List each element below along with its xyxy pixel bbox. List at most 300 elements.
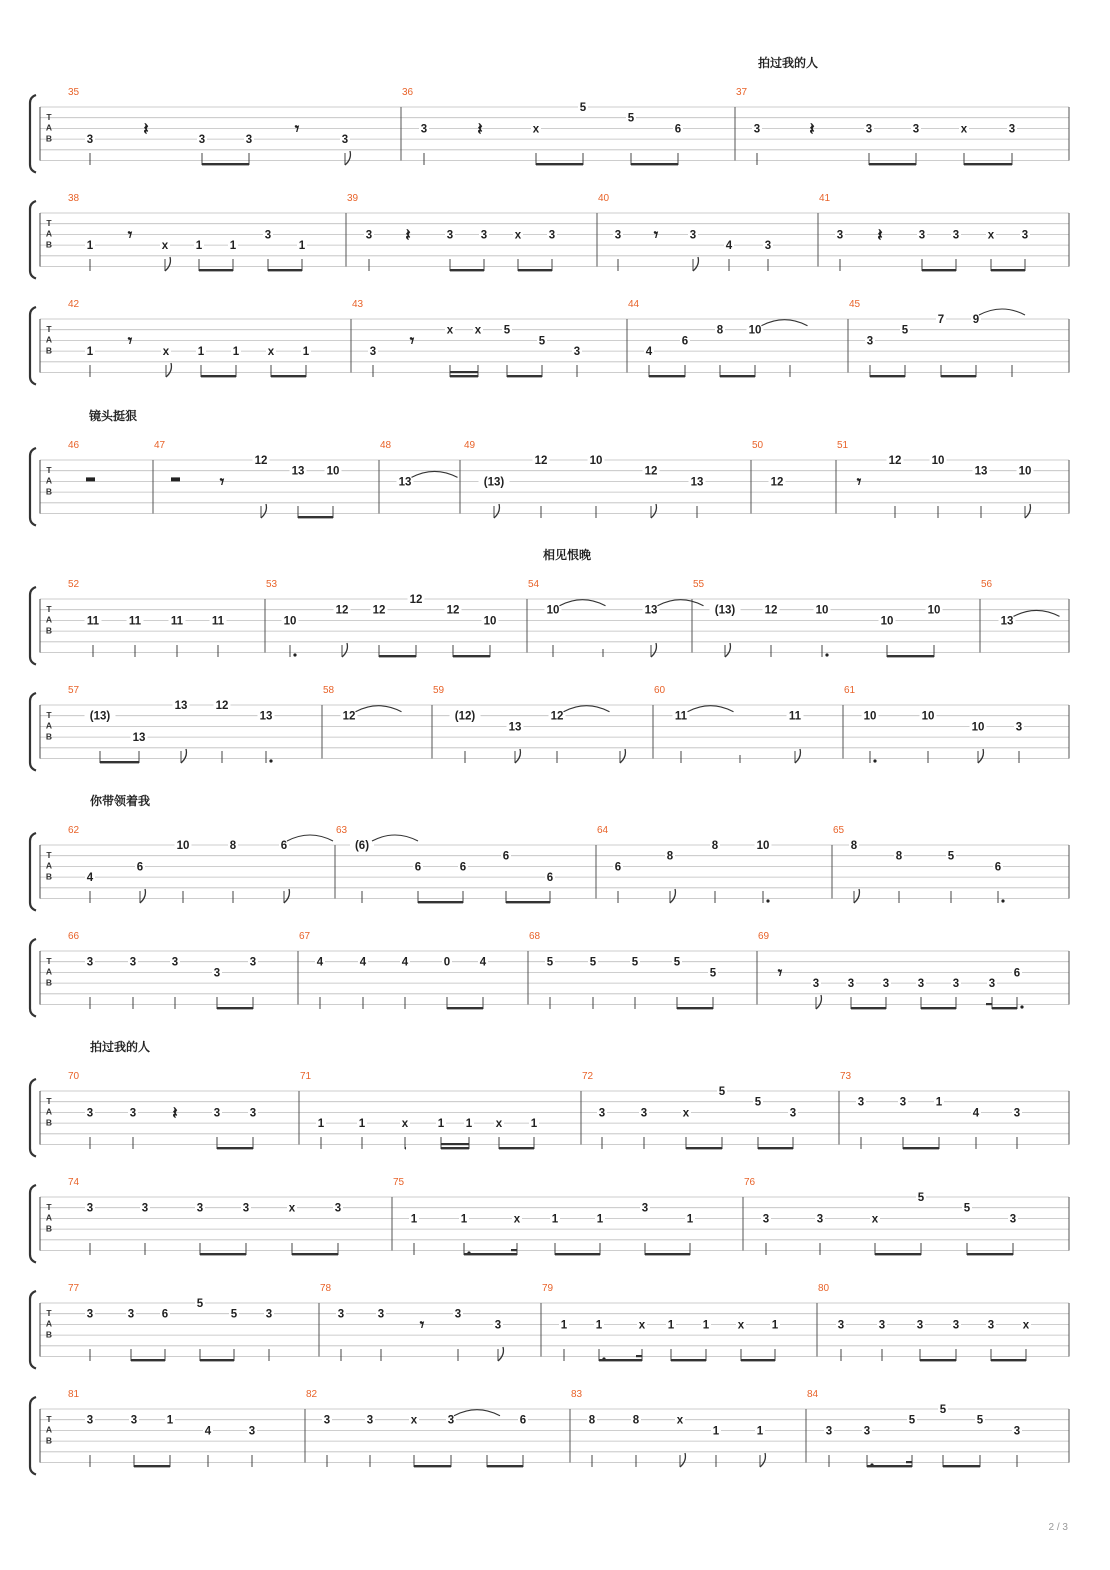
fret-number: 8 — [850, 840, 858, 852]
fret-number: 3 — [812, 978, 820, 991]
note-beam — [134, 1465, 170, 1467]
measure — [323, 685, 402, 723]
tab-clef-letter: B — [45, 977, 53, 988]
eighth-rest: 𝄾 — [219, 472, 225, 493]
fret-number: 13 — [398, 476, 412, 489]
system-brace — [30, 201, 36, 279]
note-flag — [494, 504, 499, 518]
fret-number: 3 — [899, 1096, 907, 1109]
measure — [306, 1389, 528, 1467]
tab-system — [30, 1177, 1069, 1263]
fret-number: 12 — [409, 594, 423, 606]
fret-number: 5 — [538, 335, 546, 348]
fret-number: 6 — [502, 850, 510, 863]
tie-arc — [688, 706, 734, 712]
fret-number: 3 — [1021, 229, 1029, 242]
fret-number: x — [267, 346, 275, 359]
note-flag — [760, 1453, 765, 1467]
section-label: 镜头挺狠 — [88, 409, 138, 423]
eighth-rest: 𝄾 — [127, 225, 133, 246]
fret-number: 6 — [414, 861, 422, 874]
fret-number: 1 — [935, 1096, 943, 1109]
measure-number: 44 — [628, 299, 640, 310]
tab-clef-letter: T — [46, 465, 52, 475]
measure — [68, 1177, 343, 1255]
note-beam — [464, 1253, 517, 1255]
tab-clef-letter: T — [46, 1096, 52, 1106]
fret-number: 3 — [1008, 123, 1016, 136]
note-flag — [342, 643, 347, 657]
fret-number: 1 — [530, 1118, 538, 1131]
fret-number: 3 — [366, 1414, 374, 1427]
fret-number: 6 — [614, 861, 622, 874]
fret-number: x — [410, 1414, 418, 1427]
system-brace — [30, 693, 36, 771]
fret-number: 3 — [129, 1107, 137, 1120]
note-flag — [680, 1453, 685, 1467]
measure-number: 35 — [68, 87, 80, 98]
measure-number: 83 — [571, 1389, 583, 1400]
fret-number: 3 — [446, 229, 454, 242]
fret-number: 3 — [369, 346, 377, 359]
measure-number: 64 — [597, 825, 609, 836]
tie-arc — [658, 600, 704, 606]
fret-number: 3 — [129, 956, 137, 969]
note-beam — [271, 375, 306, 377]
fret-number: 1 — [86, 240, 94, 253]
measure-number: 60 — [654, 685, 666, 696]
tie-arc — [1014, 610, 1060, 616]
tie-arc — [560, 600, 606, 606]
fret-number: 5 — [579, 102, 587, 114]
fret-number: x — [532, 123, 540, 136]
rhythm-dot — [1020, 1005, 1023, 1008]
fret-number: 3 — [548, 229, 556, 242]
fret-number: 3 — [242, 1202, 250, 1215]
fret-number: 3 — [918, 229, 926, 242]
half-rest — [86, 477, 95, 481]
fret-number: 3 — [866, 335, 874, 348]
note-beam — [199, 269, 233, 271]
note-beam — [599, 1359, 642, 1361]
fret-number: 3 — [917, 978, 925, 991]
fret-number: 13 — [508, 721, 522, 734]
note-beam — [379, 655, 416, 657]
fret-number: 8 — [588, 1414, 596, 1427]
tab-clef-letter: B — [45, 239, 53, 250]
measure-number: 78 — [320, 1283, 332, 1294]
tab-clef-letter: A — [45, 1318, 53, 1329]
fret-number: x — [401, 1118, 409, 1131]
fret-number: 3 — [420, 123, 428, 136]
fret-number: 11 — [788, 710, 802, 723]
measure — [693, 579, 943, 657]
system-brace — [30, 95, 36, 173]
fret-number: 1 — [166, 1414, 174, 1427]
fret-number: 13 — [259, 710, 273, 723]
measure-number: 42 — [68, 299, 80, 310]
note-beam — [875, 1253, 921, 1255]
fret-number: 3 — [249, 1107, 257, 1120]
fret-number: x — [514, 229, 522, 242]
tab-clef-letter: T — [46, 324, 52, 334]
measure — [393, 1177, 695, 1255]
quarter-rest: 𝄽 — [405, 225, 411, 246]
tab-clef-letter: A — [45, 334, 53, 345]
note-beam — [941, 375, 976, 377]
note-beam — [499, 1147, 534, 1149]
fret-number: 7 — [937, 314, 945, 326]
fret-number: 6 — [994, 861, 1002, 874]
tab-system — [30, 55, 1069, 173]
fret-number: 9 — [972, 314, 980, 326]
tab-clef-letter: A — [45, 1424, 53, 1435]
tab-system — [30, 193, 1069, 279]
fret-number: 3 — [480, 229, 488, 242]
tie-arc — [979, 309, 1025, 315]
tab-clef-letter: A — [45, 860, 53, 871]
measure-number: 82 — [306, 1389, 318, 1400]
tab-system — [30, 1039, 1069, 1157]
note-beam — [867, 1465, 912, 1467]
fret-number: 5 — [947, 850, 955, 863]
measure-number: 53 — [266, 579, 278, 590]
measure — [833, 825, 1005, 903]
note-flag — [345, 151, 350, 165]
fret-number: 10 — [283, 615, 297, 628]
fret-number: 5 — [917, 1192, 925, 1204]
fret-number: 5 — [709, 967, 717, 980]
note-beam — [441, 1147, 469, 1149]
measure — [68, 1389, 257, 1467]
note-flag — [670, 889, 675, 903]
system-brace — [30, 1185, 36, 1263]
fret-number: 3 — [86, 956, 94, 969]
tab-clef-letter: T — [46, 218, 52, 228]
note-beam — [967, 1253, 1013, 1255]
measure-number: 47 — [154, 440, 166, 451]
note-flag — [261, 504, 266, 518]
measure — [347, 193, 557, 271]
fret-number: 0 — [443, 956, 451, 969]
note-flag — [693, 257, 698, 271]
fret-number: 3 — [641, 1202, 649, 1215]
fret-number: 12 — [770, 476, 784, 489]
fret-number: x — [513, 1213, 521, 1226]
measure-number: 68 — [529, 931, 541, 942]
note-beam — [405, 1147, 406, 1149]
note-beam — [964, 163, 1012, 165]
fret-number: 8 — [229, 840, 237, 852]
fret-number: 3 — [863, 1425, 871, 1438]
measure-number: 49 — [464, 440, 476, 451]
measure — [818, 1283, 1031, 1361]
beam-stub — [986, 1003, 992, 1005]
note-beam — [200, 1253, 246, 1255]
fret-number: 10 — [546, 604, 560, 617]
tab-system — [30, 299, 1069, 385]
measure — [528, 579, 704, 657]
quarter-rest: 𝄽 — [877, 225, 883, 246]
measure — [300, 1071, 539, 1149]
measure — [529, 931, 718, 1009]
fret-number: 3 — [952, 978, 960, 991]
measure — [849, 299, 1025, 377]
fret-number: (6) — [354, 840, 370, 852]
fret-number: 1 — [229, 240, 237, 253]
system-brace — [30, 833, 36, 911]
note-beam — [645, 1253, 690, 1255]
note-beam — [631, 163, 678, 165]
fret-number: 1 — [197, 346, 205, 359]
measure-number: 69 — [758, 931, 770, 942]
fret-number: x — [638, 1319, 646, 1332]
fret-number: x — [162, 346, 170, 359]
fret-number: 13 — [1000, 615, 1014, 628]
fret-number: 3 — [916, 1319, 924, 1332]
fret-number: 5 — [546, 956, 554, 969]
eighth-rest: 𝄾 — [127, 331, 133, 352]
fret-number: 4 — [725, 240, 733, 253]
note-beam — [201, 375, 236, 377]
measure — [464, 440, 706, 518]
fret-number: 8 — [711, 840, 719, 852]
tab-clef-letter: B — [45, 1117, 53, 1128]
note-flag — [978, 749, 983, 763]
fret-number: 3 — [130, 1414, 138, 1427]
fret-number: 10 — [927, 604, 941, 617]
fret-number: 3 — [640, 1107, 648, 1120]
quarter-rest: 𝄽 — [143, 119, 149, 140]
fret-number: 4 — [972, 1107, 980, 1120]
measure-number: 62 — [68, 825, 80, 836]
fret-number: 13 — [644, 604, 658, 617]
tab-system — [30, 685, 1069, 771]
measure — [68, 87, 350, 165]
measure — [68, 579, 227, 657]
measure — [837, 440, 1034, 518]
tie-arc — [412, 471, 458, 477]
measure-number: 67 — [299, 931, 311, 942]
fret-number: 10 — [483, 615, 497, 628]
fret-number: x — [288, 1202, 296, 1215]
fret-number: 3 — [86, 1414, 94, 1427]
fret-number: 5 — [718, 1086, 726, 1098]
fret-number: 5 — [908, 1414, 916, 1427]
tie-arc — [762, 320, 808, 326]
eighth-rest: 𝄾 — [409, 331, 415, 352]
fret-number: 1 — [298, 240, 306, 253]
measure-number: 76 — [744, 1177, 756, 1188]
measure — [68, 1283, 274, 1361]
quarter-rest: 𝄽 — [809, 119, 815, 140]
fret-number: 3 — [447, 1414, 455, 1427]
fret-number: 4 — [645, 346, 653, 359]
measure-number: 52 — [68, 579, 80, 590]
fret-number: 1 — [195, 240, 203, 253]
tie-arc — [356, 706, 402, 712]
fret-number: x — [474, 324, 482, 337]
measure-number: 46 — [68, 440, 80, 451]
tab-clef-letter: A — [45, 228, 53, 239]
measure — [597, 825, 772, 903]
note-beam — [518, 269, 552, 271]
note-beam — [506, 901, 550, 903]
fret-number: 1 — [756, 1425, 764, 1438]
note-beam — [536, 163, 583, 165]
fret-number: 3 — [1013, 1107, 1021, 1120]
measure-number: 63 — [336, 825, 348, 836]
rhythm-dot — [873, 759, 876, 762]
fret-number: 1 — [771, 1319, 779, 1332]
measure-number: 72 — [582, 1071, 594, 1082]
measure — [736, 87, 1017, 165]
fret-number: 3 — [86, 1107, 94, 1120]
fret-number: 1 — [302, 346, 310, 359]
fret-number: 11 — [170, 615, 184, 628]
measure — [68, 299, 311, 377]
tie-arc — [564, 706, 610, 712]
measure-number: 48 — [380, 440, 392, 451]
fret-number: 3 — [248, 1425, 256, 1438]
note-beam — [100, 761, 139, 763]
fret-number: 12 — [644, 465, 658, 478]
system-brace — [30, 448, 36, 526]
fret-number: 3 — [1015, 721, 1023, 734]
tie-arc — [287, 835, 333, 841]
fret-number: (13) — [714, 604, 736, 617]
note-beam — [217, 1007, 253, 1009]
note-beam — [671, 1359, 706, 1361]
fret-number: 3 — [789, 1107, 797, 1120]
note-beam — [450, 375, 478, 377]
measure-number: 84 — [807, 1389, 819, 1400]
measure-number: 58 — [323, 685, 335, 696]
tie-arc — [454, 1410, 500, 1416]
fret-number: 3 — [198, 134, 206, 147]
fret-number: 10 — [971, 721, 985, 734]
tab-clef-letter: A — [45, 1212, 53, 1223]
note-flag — [620, 749, 625, 763]
fret-number: 3 — [1013, 1425, 1021, 1438]
fret-number: 10 — [748, 324, 762, 337]
fret-number: 13 — [132, 732, 146, 745]
section-label: 相见恨晚 — [542, 548, 592, 562]
fret-number: 10 — [931, 455, 945, 467]
fret-number: 3 — [614, 229, 622, 242]
fret-number: 1 — [86, 346, 94, 359]
tab-clef-letter: T — [46, 1414, 52, 1424]
system-brace — [30, 307, 36, 385]
fret-number: 10 — [863, 710, 877, 723]
measure — [68, 685, 275, 763]
fret-number: 1 — [667, 1319, 675, 1332]
fret-number: 12 — [764, 604, 778, 617]
fret-number: 11 — [674, 710, 688, 723]
note-flag — [1025, 504, 1030, 518]
fret-number: 12 — [254, 455, 268, 467]
measure-number: 81 — [68, 1389, 80, 1400]
fret-number: 3 — [857, 1096, 865, 1109]
tab-system — [30, 1389, 1069, 1475]
fret-number: 1 — [551, 1213, 559, 1226]
tab-clef-letter: B — [45, 1329, 53, 1340]
rhythm-dot — [1001, 899, 1004, 902]
tab-clef-letter: A — [45, 122, 53, 133]
note-beam — [555, 1253, 600, 1255]
measure-number: 65 — [833, 825, 845, 836]
eighth-rest: 𝄾 — [419, 1315, 425, 1336]
fret-number: 3 — [213, 967, 221, 980]
fret-number: 3 — [912, 123, 920, 136]
fret-number: 3 — [988, 978, 996, 991]
rhythm-dot — [766, 899, 769, 902]
fret-number: 5 — [589, 956, 597, 969]
fret-number: 12 — [446, 604, 460, 617]
fret-number: 6 — [280, 840, 288, 852]
fret-number: x — [495, 1118, 503, 1131]
measure-number: 66 — [68, 931, 80, 942]
measure — [628, 299, 808, 377]
note-flag — [515, 749, 520, 763]
measure-number: 71 — [300, 1071, 312, 1082]
measure-number: 70 — [68, 1071, 80, 1082]
fret-number: 3 — [127, 1308, 135, 1321]
fret-number: 13 — [291, 465, 305, 478]
fret-number: 3 — [264, 229, 272, 242]
fret-number: 1 — [465, 1118, 473, 1131]
rhythm-dot — [269, 759, 272, 762]
fret-number: 4 — [316, 956, 324, 969]
measure — [68, 1071, 258, 1149]
fret-number: 1 — [702, 1319, 710, 1332]
fret-number: 3 — [171, 956, 179, 969]
rhythm-dot — [825, 653, 828, 656]
fret-number: (12) — [454, 710, 476, 723]
tab-system — [30, 931, 1069, 1017]
fret-number: 10 — [1018, 465, 1032, 478]
measure — [807, 1389, 1022, 1467]
page-indicator: 2 / 3 — [1048, 1522, 1068, 1533]
tab-clef-letter: T — [46, 112, 52, 122]
fret-number: 3 — [265, 1308, 273, 1321]
fret-number: 3 — [987, 1319, 995, 1332]
fret-number: 4 — [359, 956, 367, 969]
fret-number: 12 — [888, 455, 902, 467]
note-beam — [292, 1253, 338, 1255]
rhythm-dot — [293, 653, 296, 656]
note-beam — [453, 655, 490, 657]
measure — [819, 193, 1030, 271]
note-beam — [887, 655, 934, 657]
tab-clef-letter: A — [45, 720, 53, 731]
fret-number: 6 — [681, 335, 689, 348]
half-rest — [171, 477, 180, 481]
fret-number: 3 — [249, 956, 257, 969]
measure-number: 79 — [542, 1283, 554, 1294]
note-beam — [741, 1359, 775, 1361]
eighth-rest: 𝄾 — [777, 963, 783, 984]
note-flag — [284, 889, 289, 903]
tab-clef-letter: T — [46, 956, 52, 966]
fret-number: 3 — [847, 978, 855, 991]
measure — [154, 440, 342, 518]
note-beam — [414, 1465, 451, 1467]
measure-number: 74 — [68, 1177, 80, 1188]
system-brace — [30, 1291, 36, 1369]
tab-clef-letter: B — [45, 486, 53, 497]
tab-clef-letter: A — [45, 966, 53, 977]
